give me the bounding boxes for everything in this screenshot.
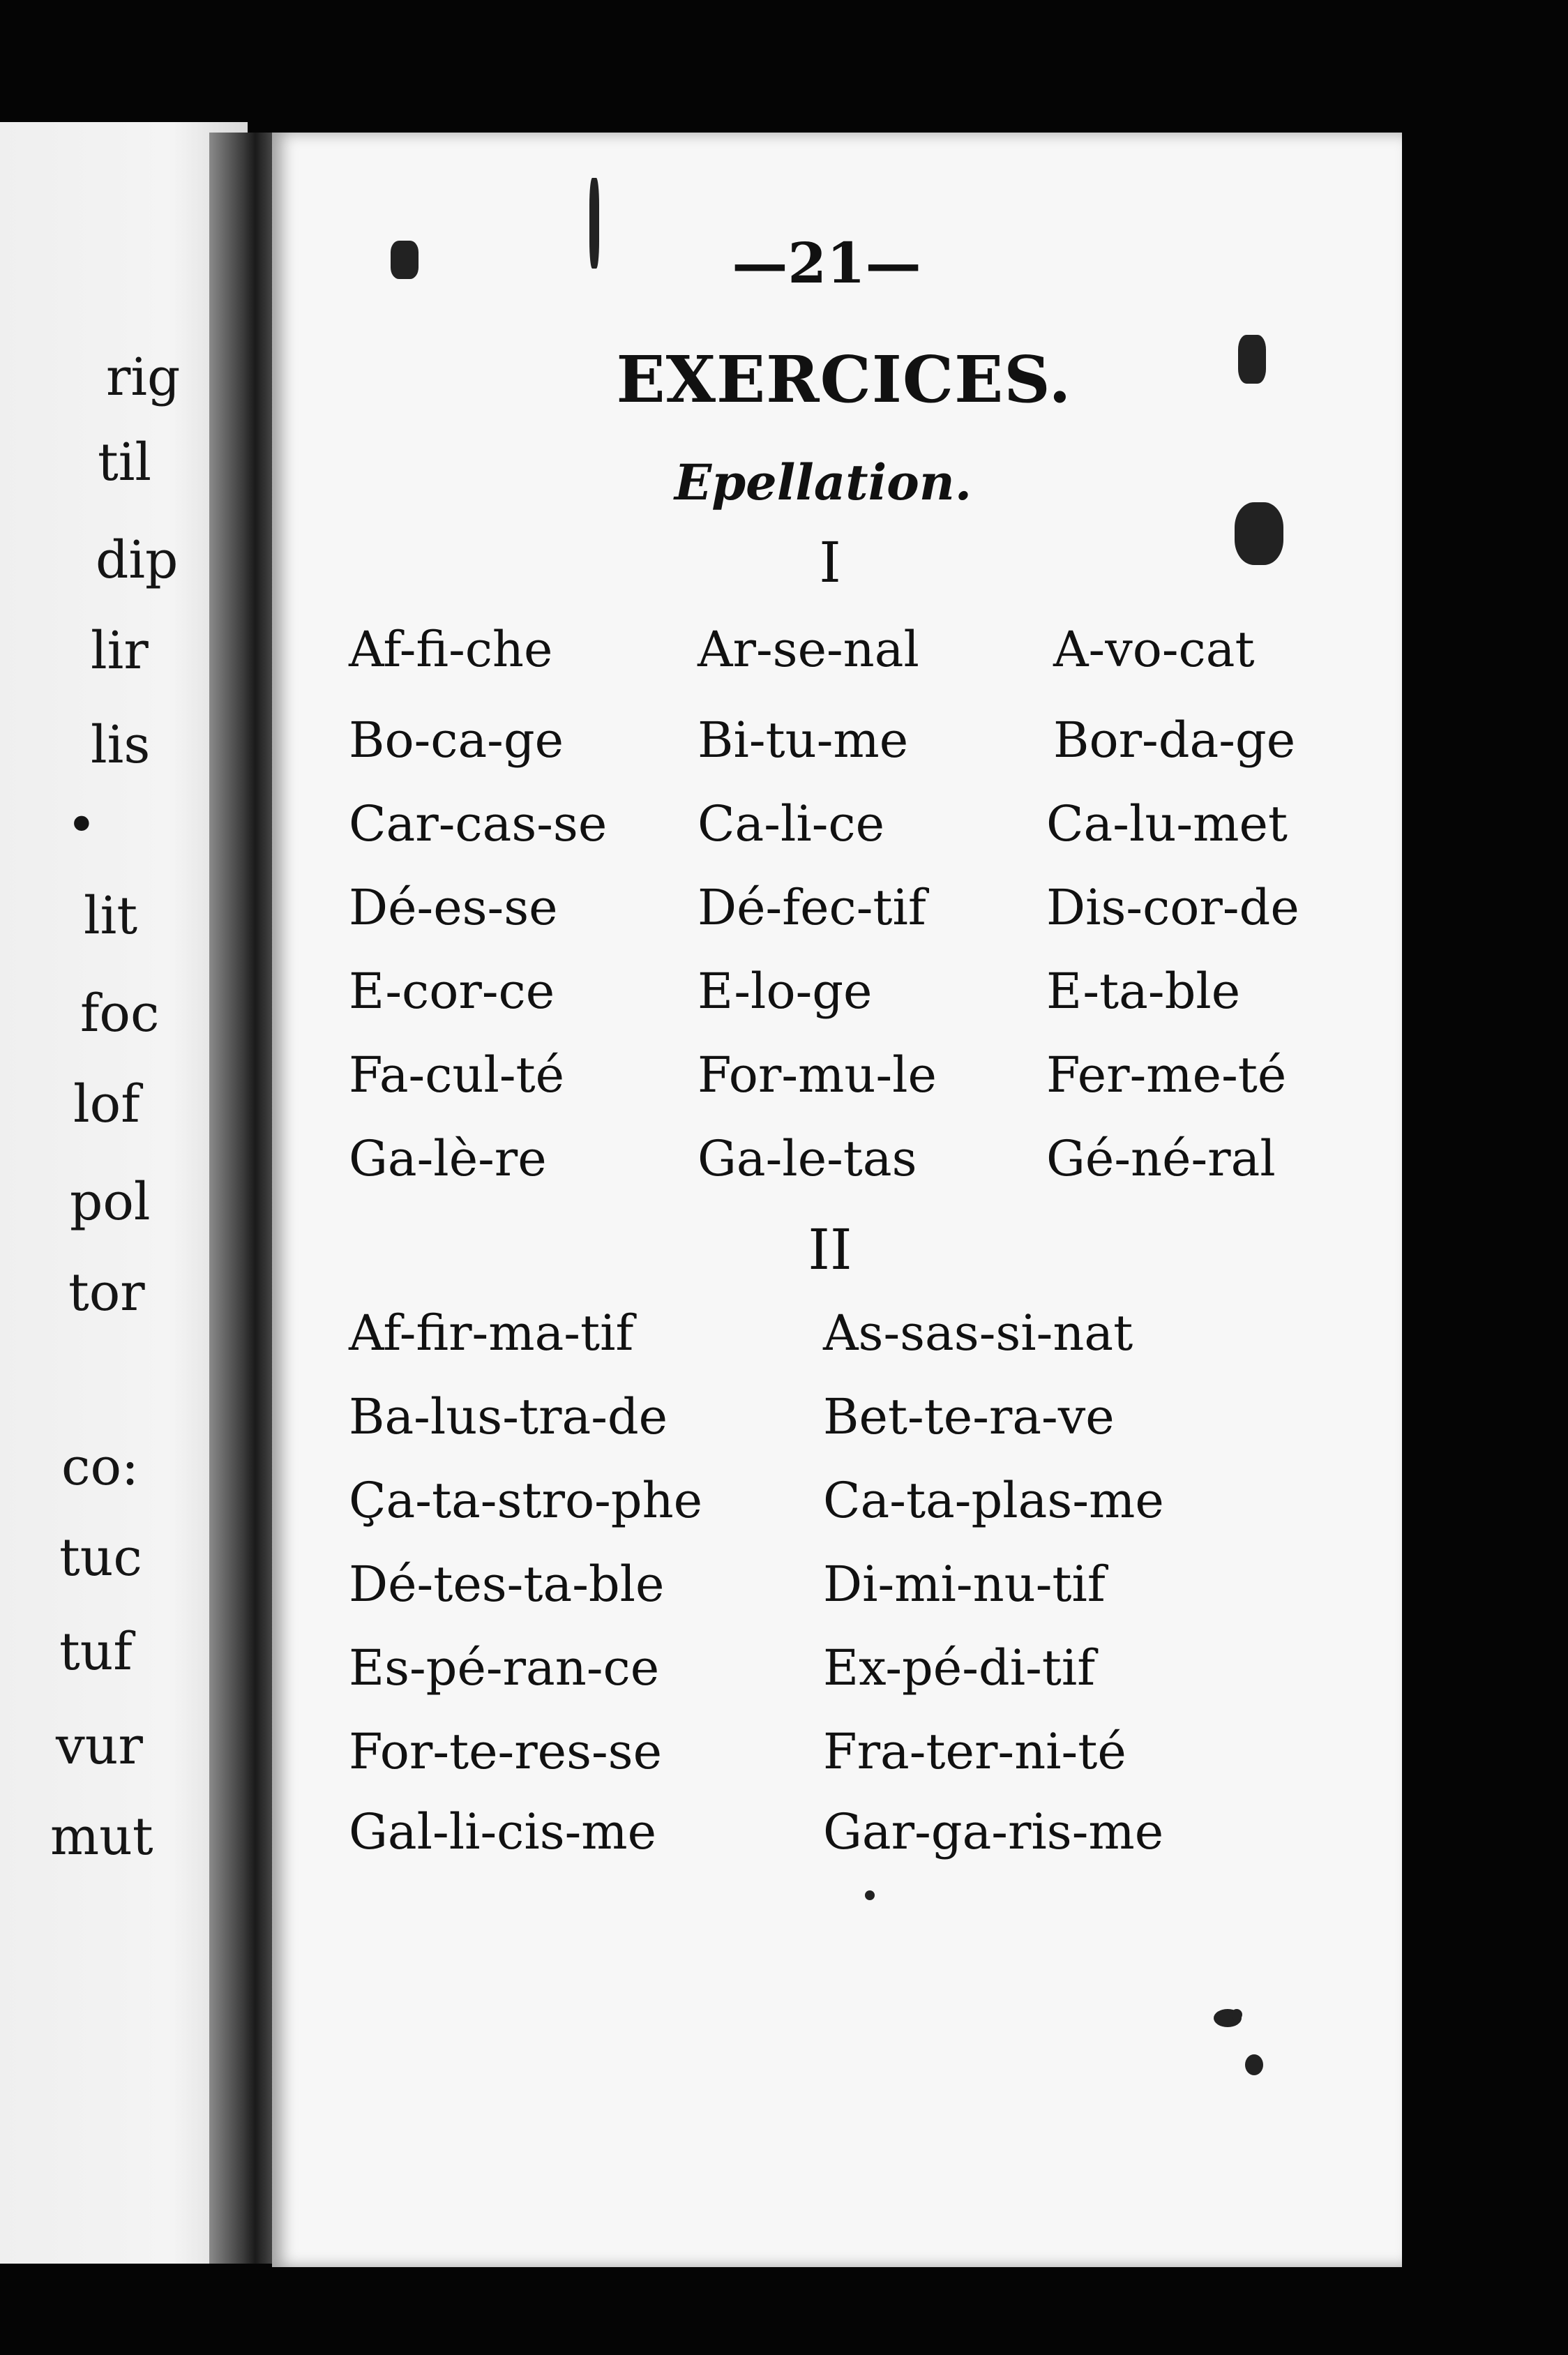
word-cell: As-sas-si-nat [823, 1304, 1133, 1362]
word-cell: Bor-da-ge [1053, 712, 1296, 769]
left-word: lof [73, 1074, 140, 1134]
word-cell: Car-cas-se [349, 795, 608, 852]
left-word: pol [70, 1172, 151, 1232]
word-cell: Ca-ta-plas-me [823, 1472, 1164, 1529]
left-word: dip [96, 530, 179, 590]
word-cell: Bi-tu-me [698, 712, 909, 769]
word-cell: Af-fi-che [349, 621, 553, 678]
left-word: rig [106, 347, 181, 407]
left-word: lit [84, 886, 138, 946]
word-cell: Fer-me-té [1046, 1046, 1287, 1104]
left-word: • [66, 795, 97, 855]
left-word: vur [56, 1716, 143, 1776]
word-cell: Ca-lu-met [1046, 795, 1288, 852]
word-cell: Fa-cul-té [349, 1046, 565, 1104]
page-title: EXERCICES. [616, 342, 1072, 417]
section-numeral-one: I [819, 530, 841, 595]
section-numeral-two: II [808, 1217, 852, 1282]
word-cell: Af-fir-ma-tif [349, 1304, 634, 1362]
word-cell: A-vo-cat [1053, 621, 1255, 678]
word-cell: Ba-lus-tra-de [349, 1388, 668, 1445]
ink-speck [1231, 2009, 1242, 2020]
word-cell: For-mu-le [698, 1046, 937, 1104]
word-cell: Fra-ter-ni-té [823, 1723, 1126, 1780]
word-cell: E-ta-ble [1046, 963, 1241, 1020]
ink-speck [1235, 502, 1283, 565]
left-word: lir [91, 621, 149, 681]
word-cell: Ça-ta-stro-phe [349, 1472, 703, 1529]
word-cell: Gé-né-ral [1046, 1130, 1276, 1187]
section-subtitle: Epellation. [674, 453, 972, 511]
left-word: co: [61, 1437, 139, 1497]
ink-speck [589, 178, 599, 269]
left-word: til [98, 432, 152, 492]
word-cell: Gal-li-cis-me [349, 1803, 657, 1860]
word-cell: Bo-ca-ge [349, 712, 564, 769]
left-word: lis [91, 715, 151, 775]
left-word: tuc [59, 1528, 142, 1588]
word-cell: E-lo-ge [698, 963, 873, 1020]
left-word: foc [80, 984, 160, 1044]
word-cell: Ga-lè-re [349, 1130, 547, 1187]
word-cell: Dé-tes-ta-ble [349, 1556, 665, 1613]
word-cell: Ga-le-tas [698, 1130, 917, 1187]
word-cell: Ca-li-ce [698, 795, 885, 852]
ink-speck [391, 241, 419, 279]
word-cell: For-te-res-se [349, 1723, 663, 1780]
left-word: tuf [59, 1622, 133, 1682]
word-cell: Gar-ga-ris-me [823, 1803, 1164, 1860]
word-cell: Ar-se-nal [698, 621, 919, 678]
word-cell: Es-pé-ran-ce [349, 1639, 660, 1696]
word-cell: Dis-cor-de [1046, 879, 1299, 936]
word-cell: Di-mi-nu-tif [823, 1556, 1106, 1613]
word-cell: E-cor-ce [349, 963, 555, 1020]
word-cell: Ex-pé-di-tif [823, 1639, 1096, 1696]
ink-speck [865, 1890, 875, 1900]
left-word: mut [50, 1807, 153, 1867]
right-page [272, 133, 1402, 2267]
word-cell: Dé-es-se [349, 879, 558, 936]
ink-speck [1238, 335, 1266, 384]
left-word: tor [68, 1263, 145, 1323]
word-cell: Dé-fec-tif [698, 879, 926, 936]
ink-speck [1245, 2054, 1263, 2075]
word-cell: Bet-te-ra-ve [823, 1388, 1115, 1445]
page-number: —21— [732, 230, 921, 296]
